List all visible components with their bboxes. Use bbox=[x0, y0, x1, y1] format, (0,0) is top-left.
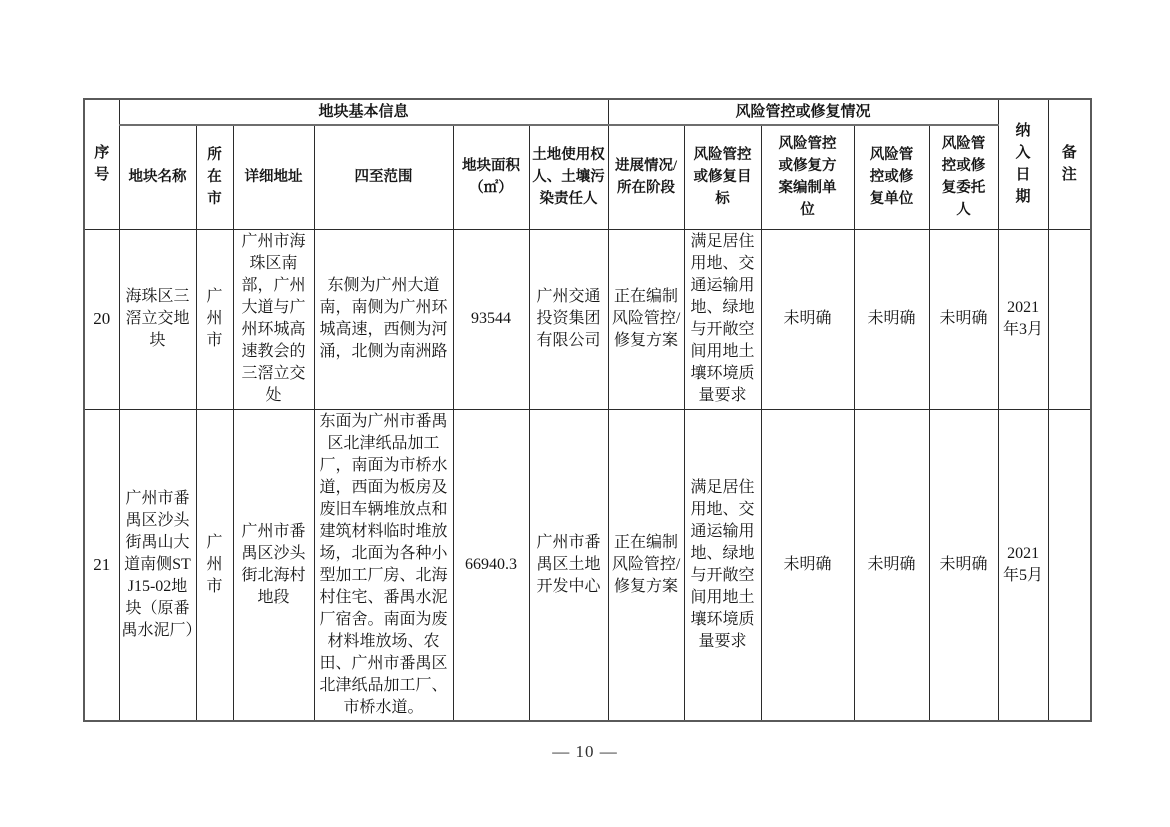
cell-parcel-name: 广州市番禺区沙头街禺山大道南侧STJ15-02地块（原番禺水泥厂） bbox=[119, 409, 196, 721]
cell-remark bbox=[1048, 229, 1091, 409]
cell-progress: 正在编制风险管控/修复方案 bbox=[608, 409, 684, 721]
cell-risk-target: 满足居住用地、交通运输用地、绿地与开敞空间用地土壤环境质量要求 bbox=[684, 229, 761, 409]
cell-date: 2021年5月 bbox=[998, 409, 1048, 721]
header-remark bbox=[1048, 99, 1091, 229]
cell-address: 广州市海珠区南部，广州大道与广州环城高速教会的三滘立交处 bbox=[233, 229, 314, 409]
cell-serial: 20 bbox=[84, 229, 119, 409]
page-number: — 10 — bbox=[552, 742, 618, 761]
cell-city-text: 广州市 bbox=[206, 533, 223, 595]
cell-client: 未明确 bbox=[929, 409, 998, 721]
table-row-parcel-21 bbox=[84, 409, 1091, 721]
cell-area: 93544 bbox=[453, 229, 529, 409]
table-row-parcel-20 bbox=[84, 229, 1091, 409]
cell-remark bbox=[1048, 409, 1091, 721]
header-owner: 土地使用权人、土壤污染责任人 bbox=[529, 125, 608, 229]
cell-plan-unit: 未明确 bbox=[761, 229, 854, 409]
header-group-risk-control: 风险管控或修复情况 bbox=[608, 99, 998, 125]
cell-plan-unit: 未明确 bbox=[761, 409, 854, 721]
header-address: 详细地址 bbox=[233, 125, 314, 229]
header-client: 风险管控或修复委托人 bbox=[929, 125, 998, 229]
header-city-label: 所在市 bbox=[207, 147, 222, 208]
header-serial bbox=[84, 99, 119, 229]
header-group-basic-info: 地块基本信息 bbox=[119, 99, 608, 125]
cell-area: 66940.3 bbox=[453, 409, 529, 721]
cell-progress: 正在编制风险管控/修复方案 bbox=[608, 229, 684, 409]
cell-date: 2021年3月 bbox=[998, 229, 1048, 409]
cell-address: 广州市番禺区沙头街北海村地段 bbox=[233, 409, 314, 721]
cell-risk-target: 满足居住用地、交通运输用地、绿地与开敞空间用地土壤环境质量要求 bbox=[684, 409, 761, 721]
cell-parcel-name: 海珠区三滘立交地块 bbox=[119, 229, 196, 409]
cell-remediation-unit: 未明确 bbox=[854, 229, 929, 409]
header-serial-label: 序号 bbox=[94, 145, 110, 184]
cell-city bbox=[196, 409, 233, 721]
cell-owner: 广州交通投资集团有限公司 bbox=[529, 229, 608, 409]
header-risk-target: 风险管控或修复目标 bbox=[684, 125, 761, 229]
header-area: 地块面积（㎡） bbox=[453, 125, 529, 229]
header-remediation-unit: 风险管控或修复单位 bbox=[854, 125, 929, 229]
cell-city bbox=[196, 229, 233, 409]
header-plan-unit: 风险管控或修复方案编制单位 bbox=[761, 125, 854, 229]
header-date-label: 纳入日期 bbox=[1015, 123, 1031, 206]
cell-city-text: 广州市 bbox=[206, 288, 223, 349]
cell-remediation-unit: 未明确 bbox=[854, 409, 929, 721]
header-city bbox=[196, 125, 233, 229]
header-boundaries: 四至范围 bbox=[314, 125, 453, 229]
cell-boundaries: 东面为广州市番禺区北津纸品加工厂，南面为市桥水道，西面为板房及废旧车辆堆放点和建筑材料临时堆放场，北面为各种小型加工厂房、北海村住宅、番禺水泥厂宿舍。南面为废材料堆放场、农田、广州市番禺区北津纸品加工厂、市桥水道。 bbox=[314, 409, 453, 721]
header-date bbox=[998, 99, 1048, 229]
table-column-header-row bbox=[84, 125, 1091, 229]
cell-client: 未明确 bbox=[929, 229, 998, 409]
land-parcel-table bbox=[83, 98, 1092, 722]
cell-owner: 广州市番禺区土地开发中心 bbox=[529, 409, 608, 721]
table-group-header-row bbox=[84, 99, 1091, 125]
header-parcel-name: 地块名称 bbox=[119, 125, 196, 229]
cell-serial: 21 bbox=[84, 409, 119, 721]
header-progress: 进展情况/所在阶段 bbox=[608, 125, 684, 229]
cell-boundaries: 东侧为广州大道南，南侧为广州环城高速，西侧为河涌，北侧为南洲路 bbox=[314, 229, 453, 409]
header-remark-label: 备注 bbox=[1061, 145, 1077, 184]
